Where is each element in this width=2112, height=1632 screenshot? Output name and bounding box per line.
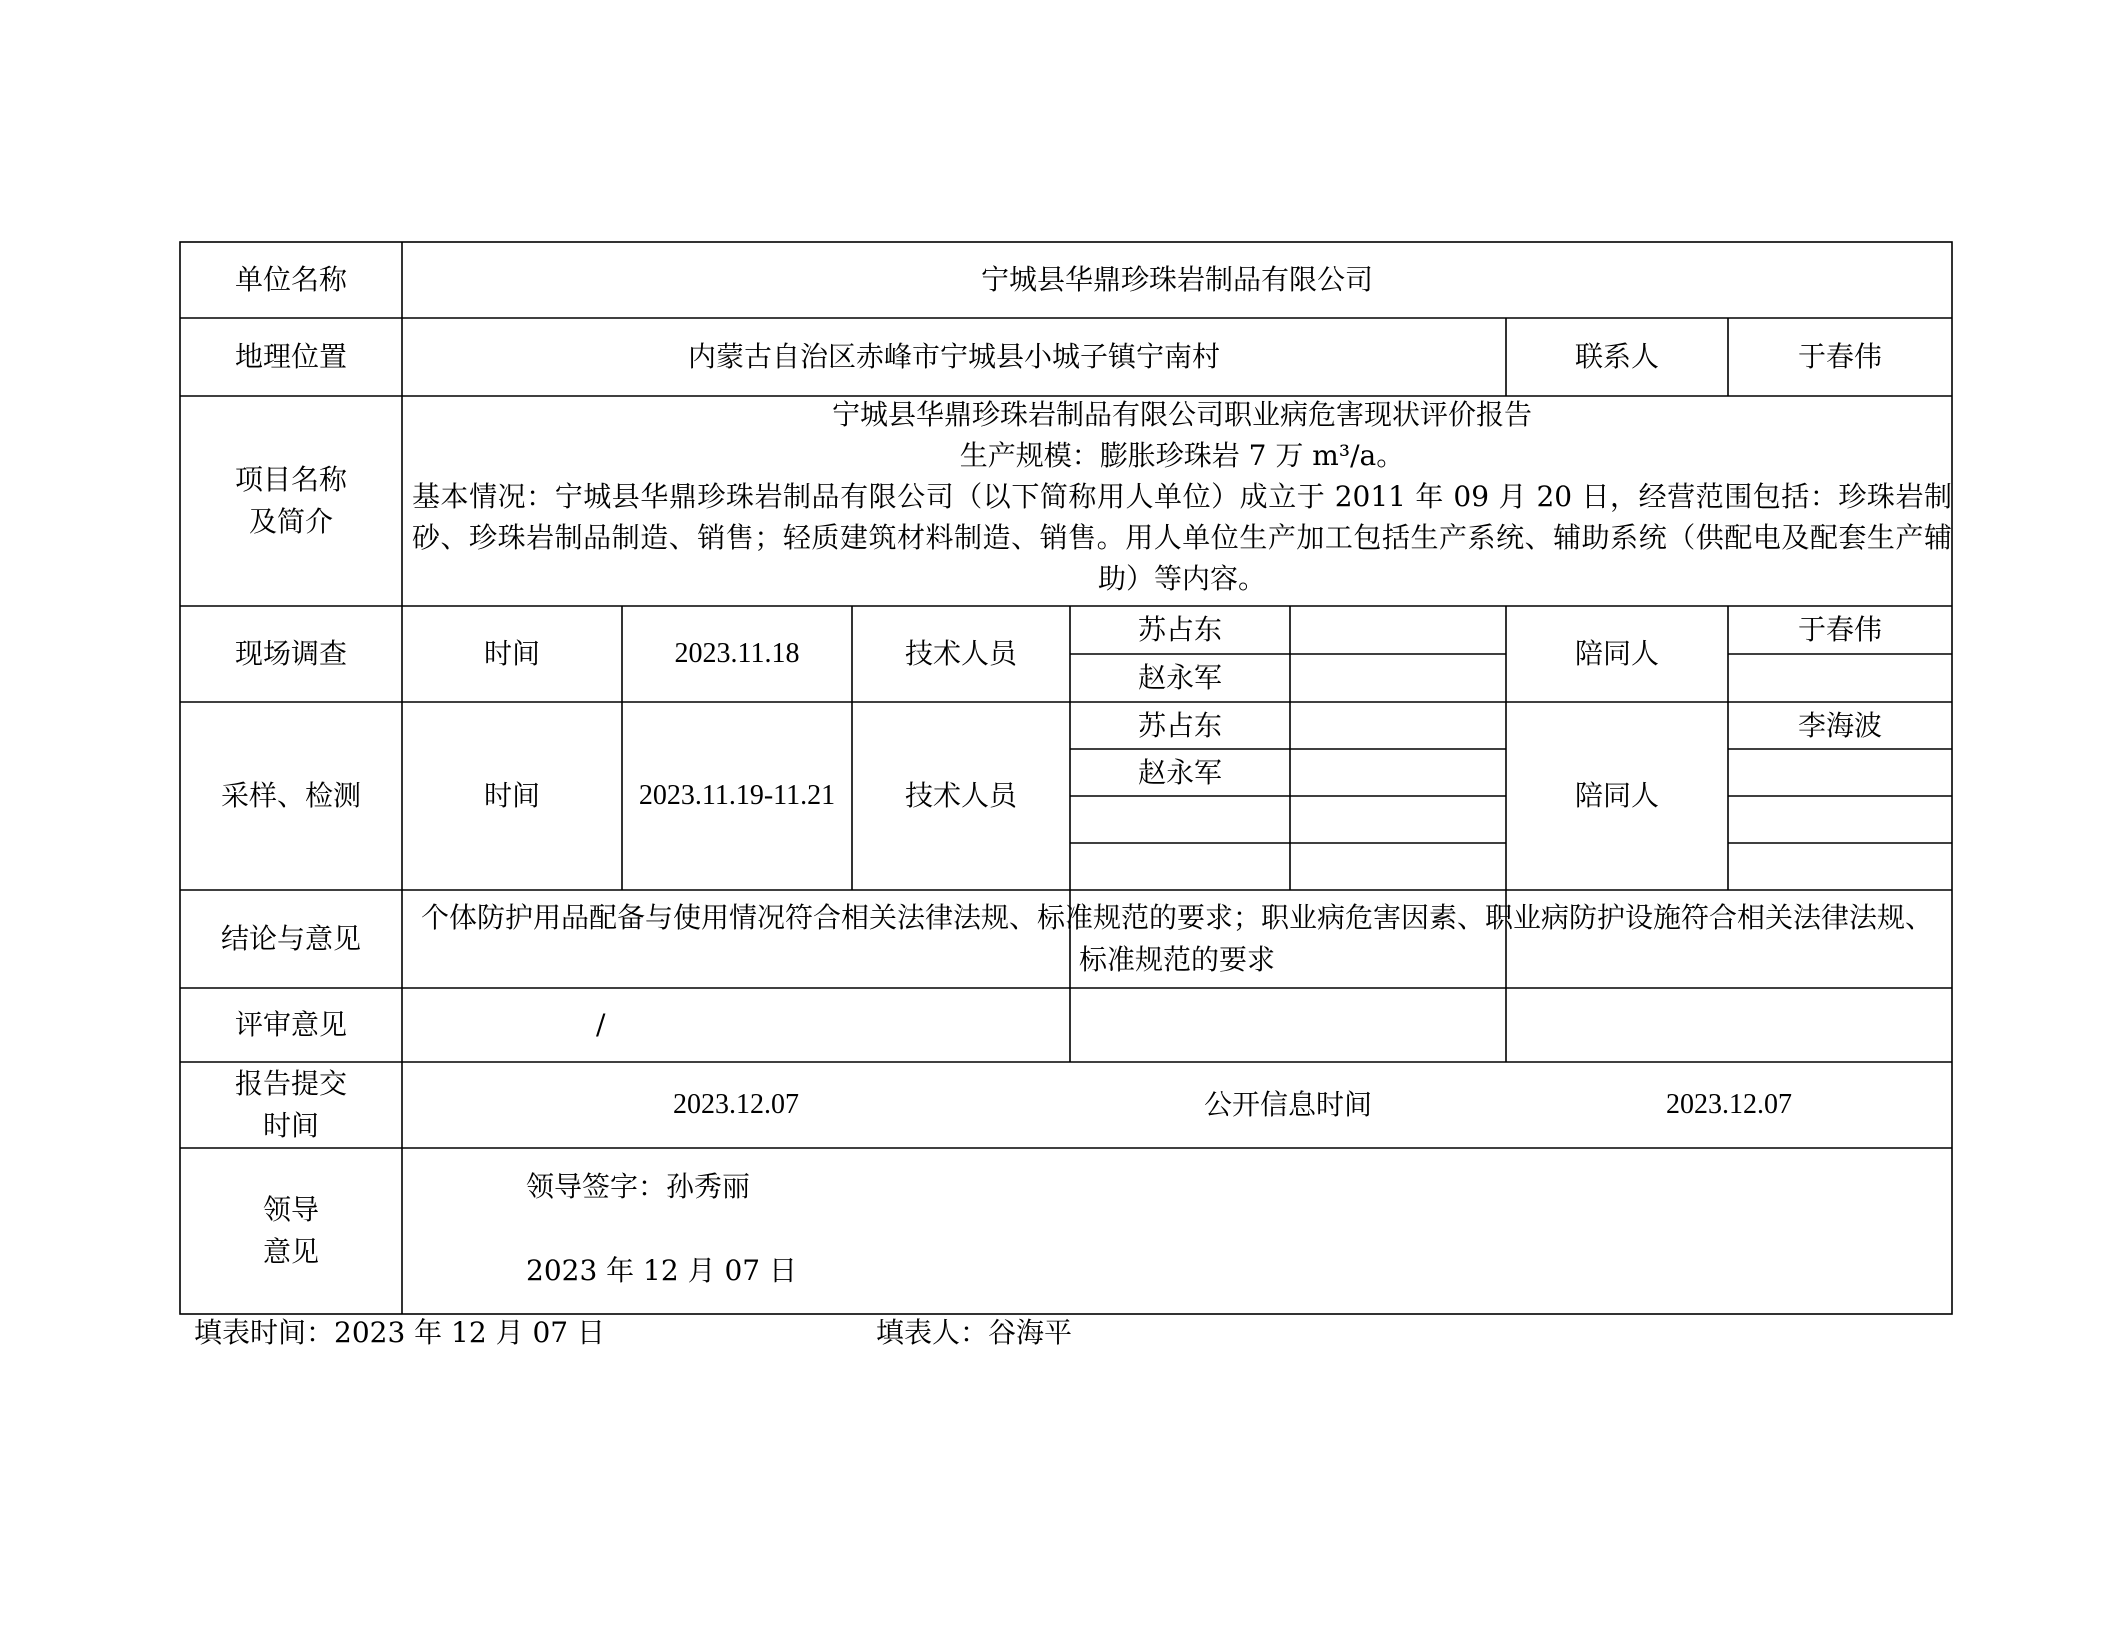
sampling-accomp-label: 陪同人 [1574, 779, 1659, 812]
publish-time-value: 2023.12.07 [1666, 1089, 1792, 1120]
survey-time-value: 2023.11.18 [674, 638, 800, 669]
project-label: 项目名称 及简介 [234, 463, 347, 538]
fill-time: 填表时间：2023 年 12 月 07 日 [194, 1316, 606, 1349]
survey-tech-label: 技术人员 [904, 637, 1017, 670]
review-label: 评审意见 [234, 1008, 347, 1041]
unit-name-value: 宁城县华鼎珍珠岩制品有限公司 [980, 263, 1373, 296]
survey-tech-person-2: 赵永军 [1137, 661, 1222, 694]
location-label: 地理位置 [234, 340, 347, 373]
sampling-time-value: 2023.11.19-11.21 [638, 780, 836, 811]
survey-label: 现场调查 [234, 637, 347, 670]
sampling-time-label: 时间 [483, 779, 540, 812]
survey-accomp-label: 陪同人 [1574, 637, 1659, 670]
sampling-accomp-person-1: 李海波 [1797, 708, 1882, 742]
sampling-tech-label: 技术人员 [904, 779, 1017, 812]
conclusion-value: 个体防护用品配备与使用情况符合相关法律法规、标准规范的要求；职业病危害因素、职业病防护设施符合相关法律法规、标准规范的要求 [420, 901, 1933, 976]
contact-label: 联系人 [1574, 340, 1659, 373]
submit-time-label: 报告提交 时间 [234, 1067, 347, 1142]
project-scale: 生产规模：膨胀珍珠岩 7 万 m³/a。 [959, 439, 1405, 472]
project-title: 宁城县华鼎珍珠岩制品有限公司职业病危害现状评价报告 [831, 398, 1532, 431]
leader-signature: 领导签字：孙秀丽 [526, 1170, 751, 1203]
leader-opinion-label: 领导 意见 [262, 1193, 319, 1268]
publish-time-label: 公开信息时间 [1203, 1088, 1372, 1121]
submit-time-value: 2023.12.07 [673, 1089, 799, 1120]
sampling-tech-person-1: 苏占东 [1137, 708, 1222, 742]
filler: 填表人：谷海平 [876, 1316, 1073, 1349]
sampling-label: 采样、检测 [220, 779, 361, 812]
project-intro [412, 394, 1952, 600]
contact-value: 于春伟 [1797, 340, 1882, 373]
sampling-tech-person-2: 赵永军 [1137, 755, 1222, 789]
review-value: / [596, 1008, 606, 1041]
unit-name-label: 单位名称 [234, 263, 347, 296]
leader-date: 2023 年 12 月 07 日 [526, 1254, 798, 1287]
project-description: 基本情况：宁城县华鼎珍珠岩制品有限公司（以下简称用人单位）成立于 2011 年 09 月 20 日，经营范围包括：珍珠岩制砂、珍珠岩制品制造、销售；轻质建筑材料制造、销售。用人单位生产加工包括生产系统、辅助系统（供配电及配套生产辅助）等内容。 [412, 480, 1952, 595]
survey-time-label: 时间 [483, 637, 540, 670]
location-value: 内蒙古自治区赤峰市宁城县小城子镇宁南村 [687, 340, 1220, 373]
survey-accomp-person-1: 于春伟 [1797, 613, 1882, 646]
conclusion-label: 结论与意见 [220, 922, 361, 955]
survey-tech-person-1: 苏占东 [1137, 613, 1222, 646]
